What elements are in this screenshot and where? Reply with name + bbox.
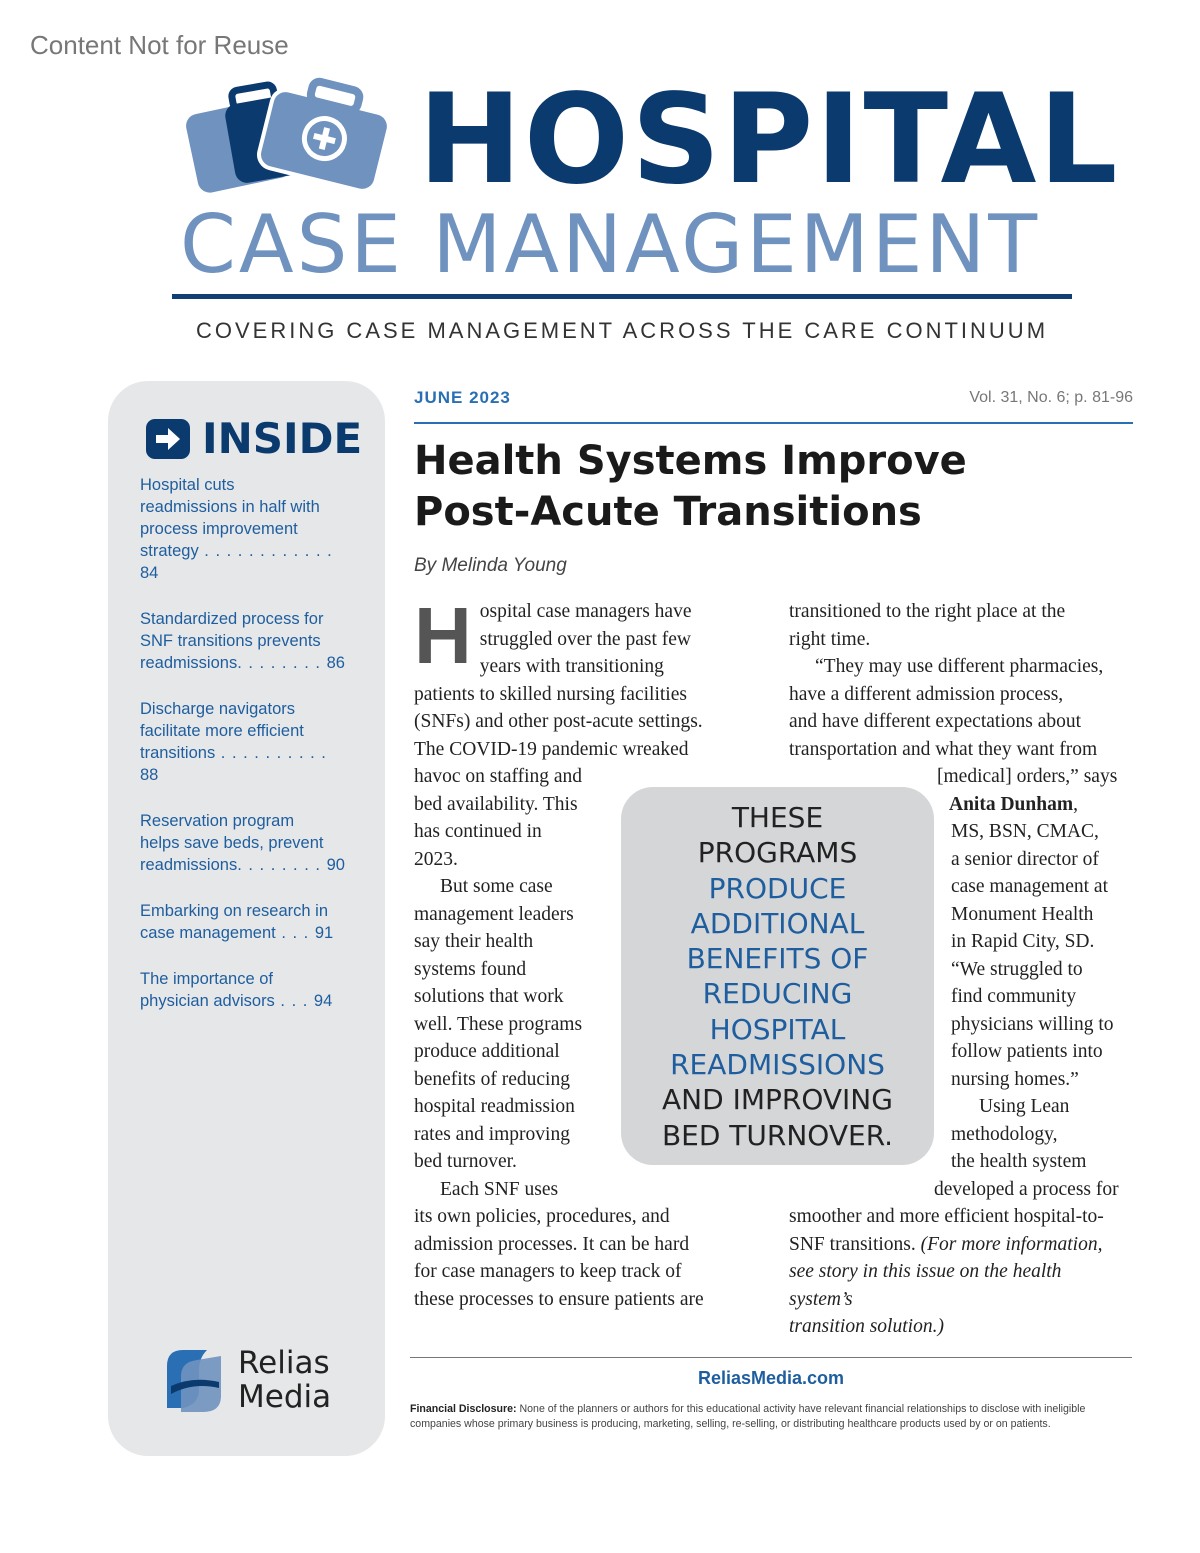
article-line: its own policies, procedures, and [414, 1206, 670, 1227]
article-line: see story in this issue on the health system’s [789, 1261, 1062, 1310]
toc-item-line: Reservation program [140, 812, 295, 830]
article-line: admission processes. It can be hard [414, 1233, 690, 1255]
disclosure-text: None of the planners or authors for this educational activity have relevant financial relationships to disclose with ineligible companies whose primary business is producing, marketing, selling, re-selling, or distributing healthcare products used by or on patients. [410, 1403, 1086, 1430]
relias-media-wordmark [238, 1346, 331, 1414]
inside-heading-label: INSIDE [202, 414, 363, 463]
footer-rule [410, 1357, 1132, 1358]
article-line: developed a process for [934, 1178, 1119, 1200]
article-person-name: Anita Dunham [949, 793, 1074, 815]
issue-date: JUNE 2023 [414, 388, 511, 407]
article-line: have a different admission process, [789, 683, 1064, 705]
masthead-rule [172, 294, 1072, 299]
article-line: benefits of reducing [414, 1068, 570, 1090]
relias-media-logo-icon [163, 1346, 225, 1416]
toc-item-last-line [140, 540, 350, 584]
article-line: (SNFs) and other post-acute settings. [414, 711, 703, 732]
article-line: [medical] orders,” says [937, 766, 1118, 787]
toc-item-label: readmissions [140, 856, 238, 874]
article-line: years with transitioning [479, 656, 664, 677]
toc-item-leader: . . . [275, 924, 315, 942]
toc-item-page: 91 [314, 924, 334, 942]
toc-item-last-line [140, 922, 350, 944]
relias-media-link[interactable]: ReliasMedia.com [697, 1368, 845, 1388]
pull-quote-line: HOSPITAL [709, 1012, 846, 1046]
article-line: solutions that work [414, 986, 564, 1007]
article-line: Each SNF uses [440, 1178, 559, 1200]
toc-item-label: strategy [140, 542, 199, 560]
article-line: case management at [951, 876, 1108, 897]
toc-item-leader: . . . . . . . . . . . . [198, 542, 333, 560]
toc-item[interactable] [140, 608, 350, 674]
pull-quote-line: ADDITIONAL [690, 906, 865, 940]
pull-quote-line: BENEFITS OF [686, 942, 869, 976]
article-byline: By Melinda Young [414, 555, 567, 576]
toc-item-leader: . . . [274, 992, 314, 1010]
article-line: Using Lean [979, 1096, 1070, 1117]
toc-item[interactable] [140, 968, 350, 1012]
pull-quote-line: PROGRAMS [697, 836, 858, 870]
article-line: follow patients into [951, 1041, 1103, 1062]
toc-item-leader: . . . . . . . . [237, 654, 327, 672]
article-headline [414, 436, 1114, 538]
article-line: smoother and more efficient hospital-to- [789, 1206, 1104, 1227]
inside-toc [140, 474, 350, 1036]
article-line: Anita Dunham, [949, 793, 1078, 815]
toc-item-last-line [140, 652, 350, 674]
article-line: produce additional [414, 1041, 560, 1062]
toc-item-label: physician advisors [140, 992, 275, 1010]
masthead-title: HOSPITAL [418, 68, 1120, 212]
article-line: find community [951, 986, 1077, 1007]
toc-item-label: readmissions [140, 654, 238, 672]
article-line: patients to skilled nursing facilities [414, 683, 687, 705]
article-line: “We struggled to [951, 958, 1083, 980]
article-line: MS, BSN, CMAC, [951, 821, 1099, 842]
relias-wordmark-line: Relias [238, 1345, 330, 1381]
article-line: rates and improving [414, 1123, 570, 1145]
pull-quote-line: REDUCING [702, 977, 853, 1011]
pull-quote-line: PRODUCE [708, 871, 847, 905]
article-line: physicians willing to [951, 1013, 1114, 1035]
toc-item-line: Hospital cuts [140, 476, 235, 494]
arrow-right-icon [146, 419, 190, 459]
article-line: and have different expectations about [789, 711, 1082, 732]
article-line: bed turnover. [414, 1151, 517, 1172]
toc-item-line: Standardized process for [140, 610, 324, 628]
toc-item-last-line [140, 854, 350, 876]
masthead-subtitle: CASE MANAGEMENT [180, 198, 1041, 291]
toc-item-label: case management [140, 924, 276, 942]
article-line: management leaders [414, 903, 574, 925]
article-line: has continued in [414, 821, 542, 842]
toc-item-last-line [140, 990, 350, 1012]
masthead-tagline: COVERING CASE MANAGEMENT ACROSS THE CARE CONTINUUM [195, 318, 1049, 343]
article-line [789, 1231, 1129, 1259]
article-line: struggled over the past few [479, 628, 691, 650]
article-line: systems found [414, 958, 527, 980]
watermark-text: Content Not for Reuse [30, 30, 289, 60]
headline-line: Post-Acute Transitions [414, 489, 922, 535]
toc-item-line: readmissions in half with [140, 498, 320, 516]
toc-item-page: 84 [140, 564, 159, 582]
toc-item-line: Embarking on research in [140, 902, 329, 920]
article-line: havoc on staffing and [414, 766, 583, 787]
article-line: these processes to ensure patients are [414, 1288, 704, 1310]
article-line: nursing homes.” [951, 1068, 1079, 1090]
toc-item-line: process improvement [140, 520, 298, 538]
article-line: ospital case managers have [479, 601, 692, 622]
pull-quote-line: AND IMPROVING [662, 1083, 893, 1117]
article-line: transportation and what they want from [789, 738, 1098, 760]
article-line: transitioned to the right place at the [789, 601, 1066, 622]
pull-quote-line: READMISSIONS [670, 1048, 885, 1082]
article-line: 2023. [414, 848, 458, 870]
pull-quote [621, 787, 934, 1165]
toc-item-line: facilitate more efficient [140, 722, 304, 740]
financial-disclosure [410, 1402, 1135, 1432]
article-line-italic: (For more information, [920, 1233, 1103, 1255]
article-line: bed availability. This [414, 793, 578, 815]
article-line: The COVID-19 pandemic wreaked [414, 738, 689, 760]
briefcase-logo-icon [182, 70, 397, 195]
article-line: hospital readmission [414, 1096, 575, 1117]
article-line: methodology, [951, 1123, 1058, 1145]
toc-item[interactable] [140, 698, 350, 786]
article-line-segment: SNF transitions. [789, 1233, 916, 1255]
toc-item-line: The importance of [140, 970, 273, 988]
article-line: transition solution.) [789, 1316, 944, 1337]
article-line: “They may use different pharmacies, [815, 656, 1104, 677]
toc-item-leader: . . . . . . . . . . [215, 744, 327, 762]
toc-item-page: 88 [140, 766, 159, 784]
article-line: say their health [414, 931, 534, 952]
article-line: But some case [440, 876, 553, 897]
toc-item-leader: . . . . . . . . [237, 856, 327, 874]
article-line: Monument Health [951, 903, 1094, 925]
toc-item[interactable] [140, 810, 350, 876]
issue-volume: Vol. 31, No. 6; p. 81-96 [969, 389, 1133, 406]
drop-cap: H [414, 591, 472, 680]
toc-item-line: Discharge navigators [140, 700, 295, 718]
article-line: for case managers to keep track of [414, 1261, 682, 1282]
pull-quote-line: THESE [731, 801, 824, 834]
media-wordmark-line: Media [238, 1379, 332, 1415]
toc-item-page: 90 [326, 856, 345, 874]
headline-line: Health Systems Improve [414, 438, 967, 484]
disclosure-label: Financial Disclosure: [410, 1403, 517, 1415]
toc-item[interactable] [140, 900, 350, 944]
issue-rule [414, 422, 1133, 424]
pull-quote-line: BED TURNOVER. [661, 1118, 894, 1152]
toc-item-page: 94 [313, 992, 333, 1010]
article-line: right time. [789, 628, 871, 650]
toc-item-line: SNF transitions prevents [140, 632, 321, 650]
toc-item-last-line [140, 742, 350, 786]
inside-heading [146, 414, 362, 463]
article-line: the health system [951, 1151, 1087, 1172]
toc-item-label: transitions [140, 744, 216, 762]
toc-item-page: 86 [326, 654, 345, 672]
article-line: well. These programs [414, 1013, 583, 1035]
toc-item-line: helps save beds, prevent [140, 834, 324, 852]
article-line: a senior director of [951, 848, 1099, 870]
toc-item[interactable] [140, 474, 350, 584]
article-line: in Rapid City, SD. [951, 931, 1095, 952]
